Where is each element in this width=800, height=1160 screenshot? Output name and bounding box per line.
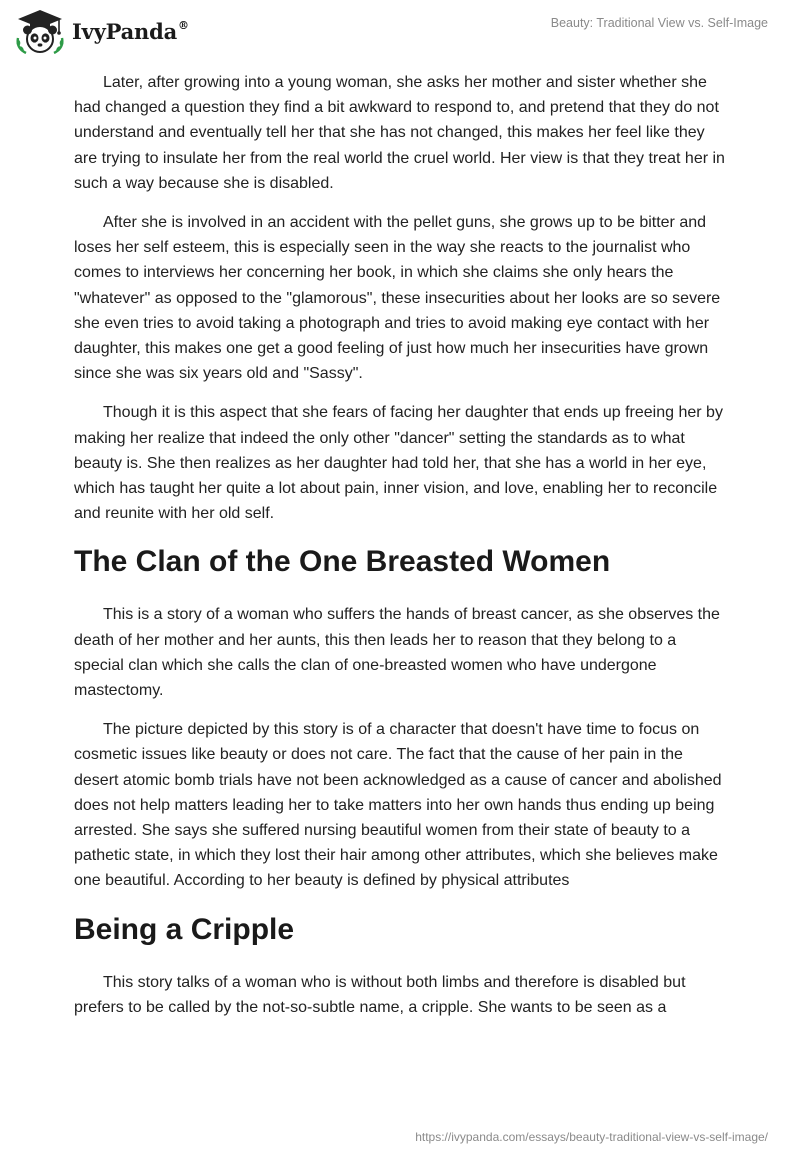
paragraph: After she is involved in an accident with the pellet guns, she grows up to be bitter and loses her self esteem, this is especially seen in the way she reacts to the journalist who comes to interviews her concerning her book, in which she claims she only hears the "whatever" as opposed to the "glamorous", these insecurities about her looks are so severe she even tries to avoid taking a photograph and tries to avoid making eye contact with her daughter, this makes one get a good feeling of just how much her insecurities have grown since she was six years old and "Sassy". bbox=[74, 214, 721, 383]
paragraph: This story talks of a woman who is without both limbs and therefore is disabled but prefers to be called by the not-so-subtle name, a cripple. She wants to be seen as a bbox=[74, 973, 686, 1016]
site-logo[interactable] bbox=[14, 8, 189, 54]
paragraph: Though it is this aspect that she fears of facing her daughter that ends up freeing her by making her realize that indeed the only other "dancer" setting the standards as to what beauty is. She then realizes as her daughter had told her, that she has a world in her eye, which has taught her quite a lot about pain, inner vision, and love, enabling her to reconcile and reunite with her old self. bbox=[74, 404, 723, 523]
page-header bbox=[0, 0, 800, 70]
logo-text: IvyPanda® bbox=[72, 18, 189, 44]
paragraph: The picture depicted by this story is of a character that doesn't have time to focus on cosmetic issues like beauty or does not care. The fact that the cause of her pain in the desert atomic bomb trials have not been acknowledged as a cause of cancer and abolished does not help matters leading her to take matters into her own hands thus ending up being arrested. She says she suffered nursing beautiful women from their state of beauty to a pathetic state, in which they lost their hair among other attributes, which she believes make one beautiful. According to her beauty is defined by physical attributes bbox=[74, 721, 722, 890]
section-heading: The Clan of the One Breasted Women bbox=[74, 545, 611, 579]
footer-url[interactable]: https://ivypanda.com/essays/beauty-traditional-view-vs-self-image/ bbox=[415, 1130, 768, 1144]
registered-mark: ® bbox=[178, 18, 189, 32]
panda-graduate-icon bbox=[14, 8, 66, 54]
paragraph: This is a story of a woman who suffers the hands of breast cancer, as she observes the death of her mother and her aunts, this then leads her to reason that they belong to a special clan which she calls the clan of one-breasted women who have undergone mastectomy. bbox=[74, 606, 720, 700]
article-body bbox=[74, 70, 730, 1034]
section-heading: Being a Cripple bbox=[74, 912, 295, 946]
page-title: Beauty: Traditional View vs. Self-Image bbox=[550, 16, 768, 30]
paragraph: Later, after growing into a young woman, she asks her mother and sister whether she had changed a question they find a bit awkward to respond to, and pretend that they do not understand and eventually tell her that she has not changed, this makes her feel like they are trying to insulate her from the real world the cruel world. Her view is that they treat her in such a way because she is disabled. bbox=[74, 74, 725, 192]
